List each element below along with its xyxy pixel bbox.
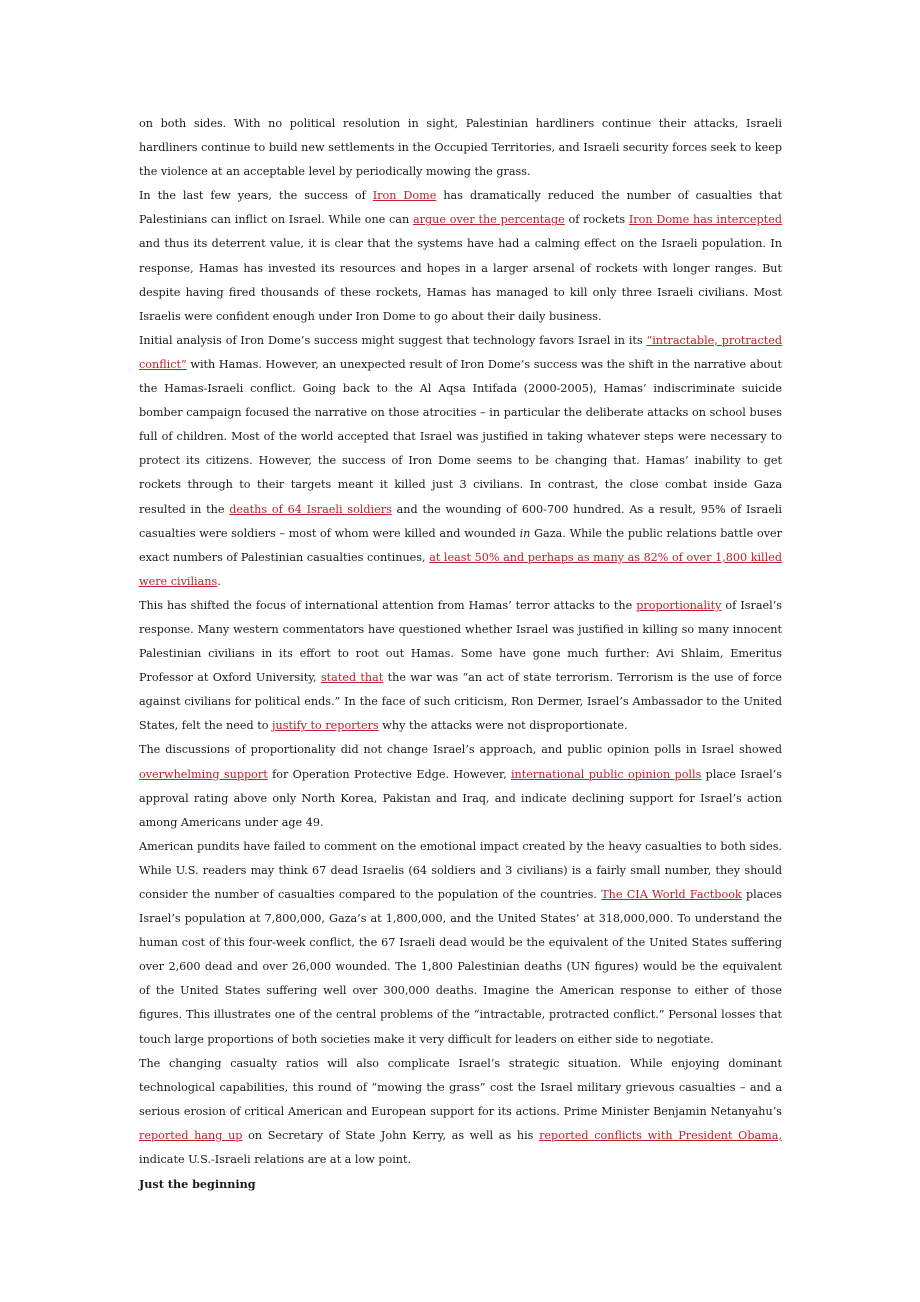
text-run: on both sides. With no political resolution in sight, Palestinian hardliners continue their attacks, Israeli hardliners continue to build new settlements in the Occupied Territories, and Israeli security forces seek to keep the violence at an acceptable level by periodically mowing the grass. [139,117,782,179]
text-run: The changing casualty ratios will also complicate Israel’s strategic situation. While enjoying dominant technological capabilities, this round of “mowing the grass” cost the Israel military grievous casualties – and a serious erosion of critical American and European support for its actions. Prime Minister Benjamin Netanyahu’s [139,1056,782,1118]
text-run: place Israel’s approval rating above only North Korea, Pakistan and Iraq, and indicate declining support for Israel’s action among Americans under age 49. [139,767,782,829]
article-link[interactable]: justify to reporters [272,719,379,733]
text-run: and the wounding of 600-700 hundred. As a result, 95% of Israeli casualties were soldiers – most of whom were killed and wounded [139,502,782,540]
text-run: American pundits have failed to comment on the emotional impact created by the heavy casualties to both sides. While U.S. readers may think 67 dead Israelis (64 soldiers and 3 civilians) is a fairly small number, they should consider the number of casualties compared to the population of the countries. [139,839,782,901]
paragraph [139,112,782,184]
text-run: for Operation Protective Edge. However, [267,767,511,781]
text-run: of rockets [564,213,629,227]
text-run: with Hamas. However, an unexpected result of Iron Dome’s success was the shift in the narrative about the Hamas-Israeli conflict. Going back to the Al Aqsa Intifada (2000-2005), Hamas’ indiscriminate suicide bomber campaign focused the narrative on those atrocities – in particular the deliberate attacks on school buses full of children. Most of the world accepted that Israel was justified in taking whatever steps were necessary to protect its citizens. However, the success of Iron Dome seems to be changing that. Hamas’ inability to get rockets through to their targets meant it killed just 3 civilians. In contrast, the close combat inside Gaza resulted in the [139,357,782,516]
article-link[interactable]: international public opinion polls [510,767,702,781]
text-run: the war was “an act of state terrorism. Terrorism is the use of force against civilians for political ends.” In the face of such criticism, Ron Dermer, Israel’s Ambassador to the United States, felt the need to [139,671,783,733]
article-link[interactable]: deaths of 64 Israeli soldiers [229,502,392,516]
article-link[interactable]: Iron Dome has intercepted [628,213,782,227]
article-link[interactable]: Iron Dome [372,189,437,203]
text-run: . [217,574,221,588]
article-link[interactable]: stated that [320,671,384,685]
article-link[interactable]: reported hang up [139,1128,243,1142]
article-link[interactable]: proportionality [636,598,722,612]
paragraph [139,738,782,834]
text-run: Gaza. While the public relations battle over exact numbers of Palestinian casualties continues, [139,526,782,564]
article-link[interactable]: argue over the percentage [412,213,565,227]
text-run: why the attacks were not disproportionate. [378,719,628,733]
paragraph [139,184,782,329]
text-run: places Israel’s population at 7,800,000, Gaza’s at 1,800,000, and the United States’ at 318,000,000. To understand the human cost of this four-week conflict, the 67 Israeli dead would be the equivalent of the United States suffering over 2,600 dead and over 26,000 wounded. The 1,800 Palestinian deaths (UN figures) would be the equivalent of the United States suffering well over 300,000 deaths. Imagine the American response to either of those figures. This illustrates one of the central problems of the “intractable, protracted conflict.” Personal losses that touch large proportions of both societies make it very difficult for leaders on either side to negotiate. [139,888,783,1046]
text-run: This has shifted the focus of international attention from Hamas’ terror attacks to the [139,598,637,612]
paragraph [139,835,782,1052]
article-link[interactable]: reported conflicts with President Obama, [539,1128,783,1142]
paragraph [139,329,782,594]
article-link[interactable]: The CIA World Factbook [601,888,742,901]
text-run: In the last few years, the success of [139,189,373,203]
text-run: has dramatically reduced the number of casualties that Palestinians can inflict on Israel. While one can [139,189,782,227]
article-link[interactable]: at least 50% and perhaps as many as 82% of over 1,800 killed were civilians [139,550,782,588]
text-run: indicate U.S.-Israeli relations are at a low point. [139,1153,412,1167]
text-run: and thus its deterrent value, it is clear that the systems have had a calming effect on the Israeli population. In response, Hamas has invested its resources and hopes in a larger arsenal of rockets with longer ranges. But despite having fired thousands of these rockets, Hamas has managed to kill only three Israeli civilians. Most Israelis were confident enough under Iron Dome to go about their daily business. [139,237,782,323]
text-run: Initial analysis of Iron Dome’s success might suggest that technology favors Israel in its [139,333,647,347]
article-body [139,112,782,1196]
emphasis-text: in [519,526,531,540]
text-run: The discussions of proportionality did not change Israel’s approach, and public opinion polls in Israel showed [139,743,782,757]
section-heading: Just the beginning [139,1177,256,1192]
text-run: on Secretary of State John Kerry, as well as his [242,1128,540,1142]
paragraph [139,594,782,739]
paragraph [139,1052,782,1172]
article-link[interactable]: overwhelming support [139,767,268,781]
paragraph-list [139,112,782,1172]
text-run: of Israel’s response. Many western commentators have questioned whether Israel was justified in killing so many innocent Palestinian civilians in its effort to root out Hamas. Some have gone much further: Avi Shlaim, Emeritus Professor at Oxford University, [139,598,782,685]
article-link[interactable]: “intractable, protracted conflict” [139,333,782,371]
